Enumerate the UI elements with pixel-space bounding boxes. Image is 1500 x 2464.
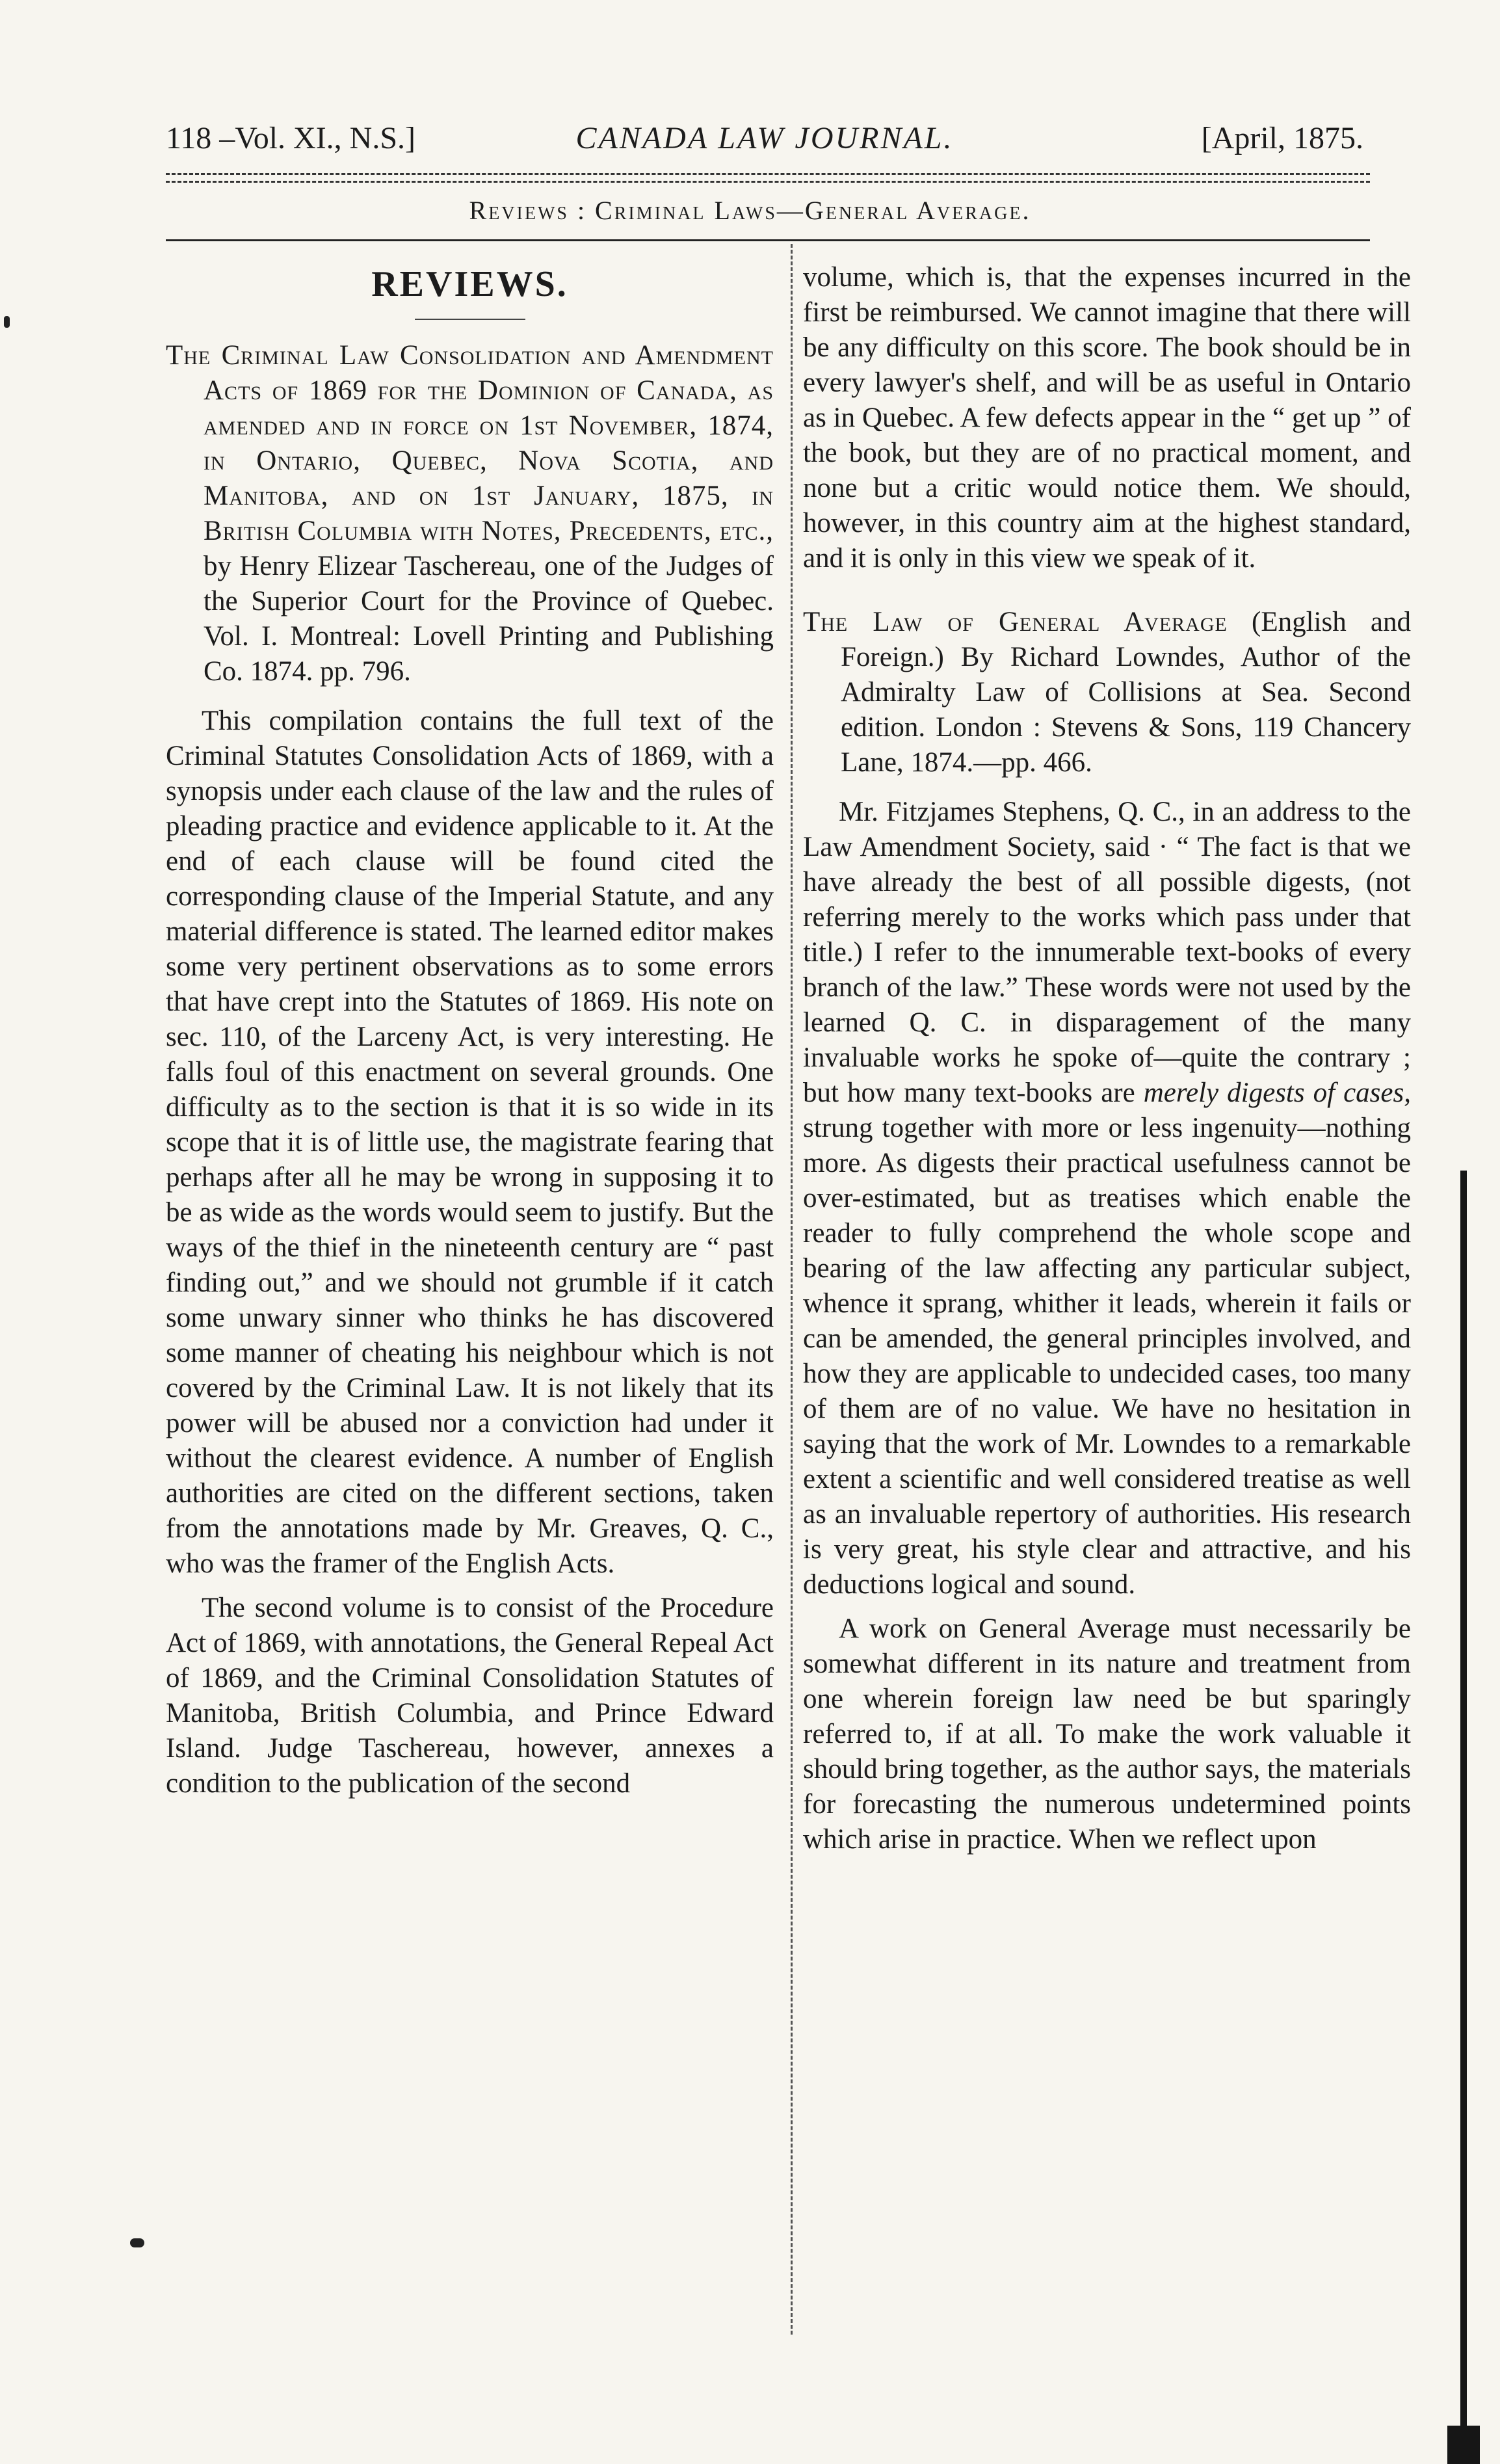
review-heading-smallcaps: The Law of General Average	[803, 607, 1228, 637]
running-head	[166, 120, 1363, 166]
review-heading-details: by Henry Elizear Taschereau, one of the Judges of the Superior Court for the Province of Quebec. Vol. I. Montreal: Lovell Printing and Publishing Co. 1874. pp. 796.	[204, 551, 774, 687]
paragraph: This compilation contains the full text of the Criminal Statutes Consolidation Acts of 1869, with a synopsis under each clause of the law and the rules of pleading practice and evidence applicable to it. At the end of each clause will be found cited the corresponding clause of the Imperial Statute, and any material difference is stated. The learned editor makes some very pertinent observations as to some errors that have crept into the Statutes of 1869. His note on sec. 110, of the Larceny Act, is very interesting. He falls foul of this enactment on several grounds. One difficulty as to the section is that it is so wide in its scope that it is of little use, the magistrate fearing that perhaps after all he may be wrong in supposing it to be as wide as the words would seem to justify. But the ways of the thief in the nineteenth century are “ past finding out,” and we should not grumble if it catch some unwary sinner who thinks he has discovered some manner of cheating his neighbour which is not covered by the Criminal Law. It is not likely that its power will be abused nor a conviction had under it without the clearest evidence. A number of English authorities are cited on the different sections, taken from the annotations made by Mr. Greaves, Q. C., who was the framer of the English Acts.	[166, 706, 774, 1579]
review-heading-details: (English and Foreign.) By Richard Lowndes, Author of the Admiralty Law of Collisions at Sea. Second edition. London : Stevens & Sons, 119 Chancery Lane, 1874.—pp. 466.	[841, 607, 1411, 778]
journal-title: CANADA LAW JOURNAL.	[575, 121, 954, 155]
volume-label: 118 –Vol. XI., N.S.]	[166, 121, 416, 155]
paragraph: The second volume is to consist of the Procedure Act of 1869, with annotations, the General Repeal Act of 1869, and the Criminal Consolidation Statutes of Manitoba, British Columbia, and Prince Edward Island. Judge Taschereau, however, annexes a condition to the publication of the second	[166, 1593, 774, 1799]
paragraph: volume, which is, that the expenses incurred in the first be reimbursed. We cannot imagine that there will be any difficulty on this score. The book should be in every lawyer's shelf, and will be as useful in Ontario as in Quebec. A few defects appear in the “ get up ” of the book, but they are of no practical moment, and none but a critic would notice them. We should, however, in this country aim at the highest standard, and it is only in this view we speak of it.	[803, 262, 1411, 574]
reviews-title: REVIEWS.	[371, 264, 568, 304]
review-heading-smallcaps: The Criminal Law Consolidation and Amendment Acts of 1869 for the Dominion of Canada, as amended and in force on 1st November, 1874, in Ontario, Quebec, Nova Scotia, and Manitoba, and on 1st January, 1875, in British Columbia with Notes, Precedents, etc.,	[166, 340, 774, 546]
binding-shadow	[1460, 1171, 1467, 2464]
header-rule-top	[166, 173, 1370, 175]
left-column	[166, 260, 774, 1810]
review-heading-criminal-law	[166, 338, 774, 689]
header-rule-bottom	[166, 181, 1370, 183]
title-rule	[415, 319, 525, 320]
section-heading: Reviews : Criminal Laws—General Average.	[469, 196, 1031, 225]
marginal-mark	[130, 2238, 144, 2247]
paragraph-text: strung together with more or less ingenuity—nothing more. As digests their practical usefulness cannot be over-estimated, but as treatises which enable the reader to fully comprehend the whole scope and bearing of the law affecting any particular subject, whence it sprang, whither it leads, wherein it fails or can be amended, the general principles involved, and how they are applicable to undecided cases, too many of them are of no value. We have no hesitation in saying that the work of Mr. Lowndes to a remarkable extent a scientific and well considered treatise as well as an invaluable repertory of authorities. His research is very great, his style clear and attractive, and his deductions logical and sound.	[803, 1113, 1411, 1600]
issue-date: [April, 1875.	[1201, 121, 1363, 155]
section-rule	[166, 239, 1370, 241]
column-divider	[791, 244, 793, 2335]
marginal-mark	[4, 316, 10, 328]
paragraph-text: Mr. Fitzjames Stephens, Q. C., in an address to the Law Amendment Society, said · “ The fact is that we have already the best of all possible digests, (not referring merely to the works which pass under that title.) I refer to the innumerable text-books of every branch of the law.” These words were not used by the learned Q. C. in disparagement of the many invaluable works he spoke of—quite the contrary ; but how many text-books are	[803, 797, 1411, 1108]
right-column	[803, 260, 1411, 1866]
italic-phrase: merely digests of cases,	[1143, 1078, 1411, 1108]
paragraph	[803, 795, 1411, 1602]
spacer	[803, 585, 1411, 605]
paragraph: A work on General Average must necessarily be somewhat different in its nature and treatment from one wherein foreign law need be but sparingly referred to, if at all. To make the work valuable it should bring together, as the author says, the materials for forecasting the numerous undetermined points which arise in practice. When we reflect upon	[803, 1613, 1411, 1855]
binding-shadow-foot	[1447, 2426, 1480, 2464]
review-heading-general-average	[803, 605, 1411, 780]
